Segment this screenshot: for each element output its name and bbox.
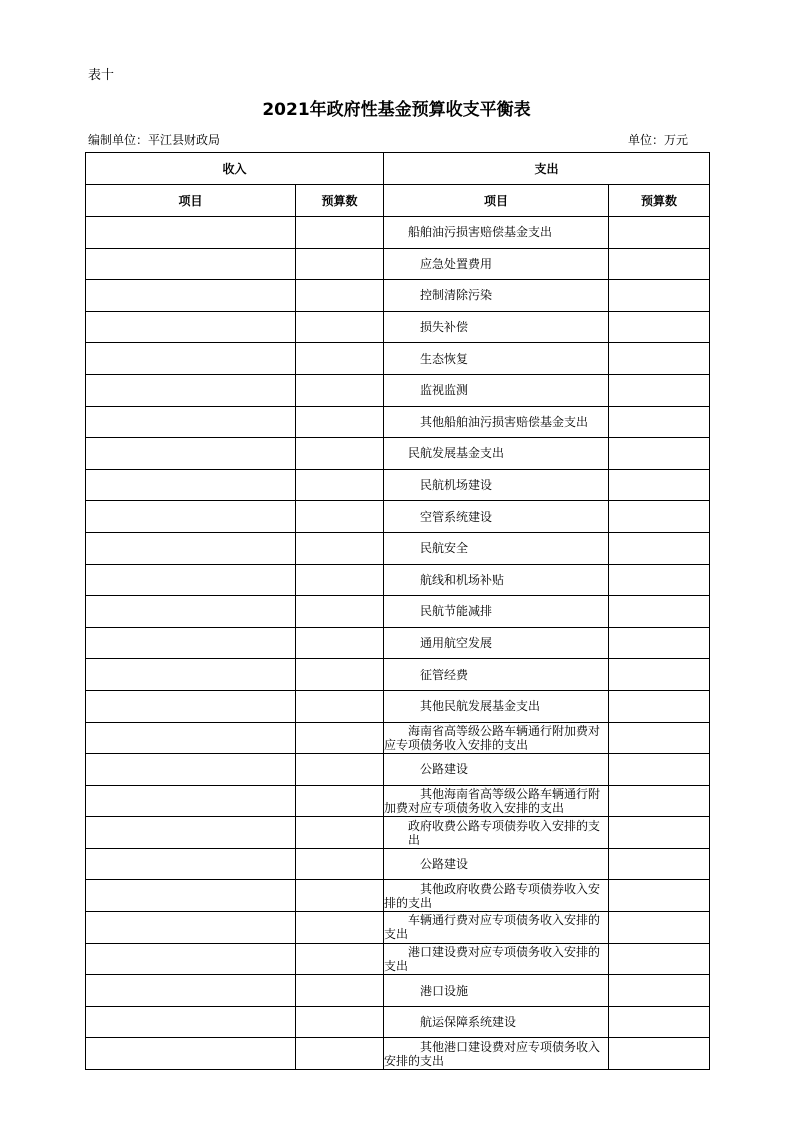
table-row: [86, 722, 710, 754]
income-budget-cell: [296, 248, 384, 280]
expense-item-cell: 控制清除污染: [384, 280, 609, 312]
table-row: [86, 501, 710, 533]
table-row: [86, 817, 710, 849]
expense-budget-cell: [609, 343, 710, 375]
income-item-cell: [86, 912, 296, 944]
income-item-header: 项目: [86, 185, 296, 217]
expense-budget-cell: [609, 690, 710, 722]
expense-item-cell: 其他政府收费公路专项债券收入安排的支出: [384, 880, 609, 912]
expense-item-cell: 空管系统建设: [384, 501, 609, 533]
table-row: [86, 785, 710, 817]
income-item-cell: [86, 469, 296, 501]
table-row: [86, 1006, 710, 1038]
income-budget-cell: [296, 217, 384, 249]
expense-item-cell: 政府收费公路专项债券收入安排的支出: [384, 817, 609, 849]
income-budget-cell: [296, 1006, 384, 1038]
table-row: [86, 912, 710, 944]
income-budget-cell: [296, 880, 384, 912]
income-item-cell: [86, 438, 296, 470]
income-budget-cell: [296, 627, 384, 659]
expense-budget-cell: [609, 659, 710, 691]
expense-budget-cell: [609, 943, 710, 975]
income-item-cell: [86, 343, 296, 375]
income-budget-cell: [296, 659, 384, 691]
table-row: [86, 406, 710, 438]
expense-budget-header: 预算数: [609, 185, 710, 217]
income-item-cell: [86, 280, 296, 312]
income-item-cell: [86, 406, 296, 438]
expense-item-cell: 港口建设费对应专项债务收入安排的支出: [384, 943, 609, 975]
expense-budget-cell: [609, 1006, 710, 1038]
income-budget-cell: [296, 943, 384, 975]
expense-item-cell: 民航安全: [384, 532, 609, 564]
income-budget-cell: [296, 374, 384, 406]
expense-budget-cell: [609, 501, 710, 533]
income-budget-cell: [296, 754, 384, 786]
income-budget-cell: [296, 438, 384, 470]
income-item-cell: [86, 374, 296, 406]
expense-budget-cell: [609, 848, 710, 880]
income-item-cell: [86, 596, 296, 628]
expense-budget-cell: [609, 785, 710, 817]
expense-budget-cell: [609, 754, 710, 786]
income-item-cell: [86, 880, 296, 912]
expense-budget-cell: [609, 311, 710, 343]
income-item-cell: [86, 690, 296, 722]
expense-item-cell: 其他船舶油污损害赔偿基金支出: [384, 406, 609, 438]
income-budget-cell: [296, 690, 384, 722]
income-budget-cell: [296, 564, 384, 596]
income-item-cell: [86, 501, 296, 533]
expense-budget-cell: [609, 248, 710, 280]
expense-budget-cell: [609, 406, 710, 438]
expense-budget-cell: [609, 1038, 710, 1070]
expense-item-cell: 公路建设: [384, 754, 609, 786]
income-item-cell: [86, 627, 296, 659]
income-item-cell: [86, 659, 296, 691]
table-row: [86, 627, 710, 659]
income-item-cell: [86, 722, 296, 754]
income-budget-cell: [296, 532, 384, 564]
income-budget-cell: [296, 343, 384, 375]
income-item-cell: [86, 1006, 296, 1038]
income-budget-header: 预算数: [296, 185, 384, 217]
income-budget-cell: [296, 406, 384, 438]
income-budget-cell: [296, 280, 384, 312]
expense-item-cell: 其他海南省高等级公路车辆通行附加费对应专项债务收入安排的支出: [384, 785, 609, 817]
table-row: [86, 659, 710, 691]
page-title: 2021年政府性基金预算收支平衡表: [262, 100, 531, 120]
expense-budget-cell: [609, 438, 710, 470]
prepared-by: 编制单位：平江县财政局: [88, 133, 221, 147]
income-budget-cell: [296, 469, 384, 501]
income-budget-cell: [296, 817, 384, 849]
expense-item-cell: 民航机场建设: [384, 469, 609, 501]
expense-item-cell: 其他民航发展基金支出: [384, 690, 609, 722]
expense-budget-cell: [609, 722, 710, 754]
income-item-cell: [86, 248, 296, 280]
expense-item-cell: 应急处置费用: [384, 248, 609, 280]
income-item-cell: [86, 311, 296, 343]
expense-item-cell: 海南省高等级公路车辆通行附加费对应专项债务收入安排的支出: [384, 722, 609, 754]
table-row: [86, 596, 710, 628]
table-row: [86, 217, 710, 249]
table-row: [86, 975, 710, 1007]
table-row: [86, 438, 710, 470]
unit-label: 单位：万元: [628, 133, 689, 147]
column-header-row: [86, 185, 710, 217]
income-item-cell: [86, 785, 296, 817]
expense-budget-cell: [609, 596, 710, 628]
expense-budget-cell: [609, 217, 710, 249]
income-item-cell: [86, 943, 296, 975]
table-row: [86, 848, 710, 880]
table-row: [86, 754, 710, 786]
expense-budget-cell: [609, 975, 710, 1007]
expense-item-cell: 民航发展基金支出: [384, 438, 609, 470]
income-budget-cell: [296, 311, 384, 343]
expense-header: 支出: [384, 153, 710, 185]
expense-item-cell: 港口设施: [384, 975, 609, 1007]
table-row: [86, 880, 710, 912]
expense-item-cell: 损失补偿: [384, 311, 609, 343]
expense-item-cell: 通用航空发展: [384, 627, 609, 659]
table-row: [86, 943, 710, 975]
expense-item-cell: 船舶油污损害赔偿基金支出: [384, 217, 609, 249]
table-label: 表十: [88, 68, 115, 83]
expense-budget-cell: [609, 532, 710, 564]
income-item-cell: [86, 754, 296, 786]
expense-item-cell: 民航节能减排: [384, 596, 609, 628]
expense-item-cell: 生态恢复: [384, 343, 609, 375]
income-budget-cell: [296, 596, 384, 628]
table-row: [86, 374, 710, 406]
income-item-cell: [86, 975, 296, 1007]
income-budget-cell: [296, 1038, 384, 1070]
expense-item-cell: 其他港口建设费对应专项债务收入安排的支出: [384, 1038, 609, 1070]
expense-item-header: 项目: [384, 185, 609, 217]
expense-item-cell: 监视监测: [384, 374, 609, 406]
income-budget-cell: [296, 848, 384, 880]
expense-budget-cell: [609, 627, 710, 659]
table-row: [86, 280, 710, 312]
income-budget-cell: [296, 785, 384, 817]
income-item-cell: [86, 817, 296, 849]
table-row: [86, 690, 710, 722]
income-item-cell: [86, 848, 296, 880]
table-row: [86, 1038, 710, 1070]
income-item-cell: [86, 1038, 296, 1070]
expense-budget-cell: [609, 912, 710, 944]
table-row: [86, 311, 710, 343]
income-budget-cell: [296, 501, 384, 533]
expense-item-cell: 征管经费: [384, 659, 609, 691]
table-row: [86, 564, 710, 596]
income-budget-cell: [296, 722, 384, 754]
income-budget-cell: [296, 912, 384, 944]
income-budget-cell: [296, 975, 384, 1007]
expense-budget-cell: [609, 374, 710, 406]
expense-budget-cell: [609, 564, 710, 596]
income-item-cell: [86, 564, 296, 596]
expense-item-cell: 航运保障系统建设: [384, 1006, 609, 1038]
expense-budget-cell: [609, 469, 710, 501]
expense-budget-cell: [609, 280, 710, 312]
expense-budget-cell: [609, 817, 710, 849]
table-row: [86, 343, 710, 375]
income-item-cell: [86, 217, 296, 249]
expense-budget-cell: [609, 880, 710, 912]
table-row: [86, 532, 710, 564]
budget-table: [85, 152, 710, 1070]
expense-item-cell: 车辆通行费对应专项债务收入安排的支出: [384, 912, 609, 944]
income-item-cell: [86, 532, 296, 564]
expense-item-cell: 公路建设: [384, 848, 609, 880]
table-row: [86, 469, 710, 501]
expense-item-cell: 航线和机场补贴: [384, 564, 609, 596]
section-header-row: [86, 153, 710, 185]
table-row: [86, 248, 710, 280]
income-header: 收入: [86, 153, 384, 185]
